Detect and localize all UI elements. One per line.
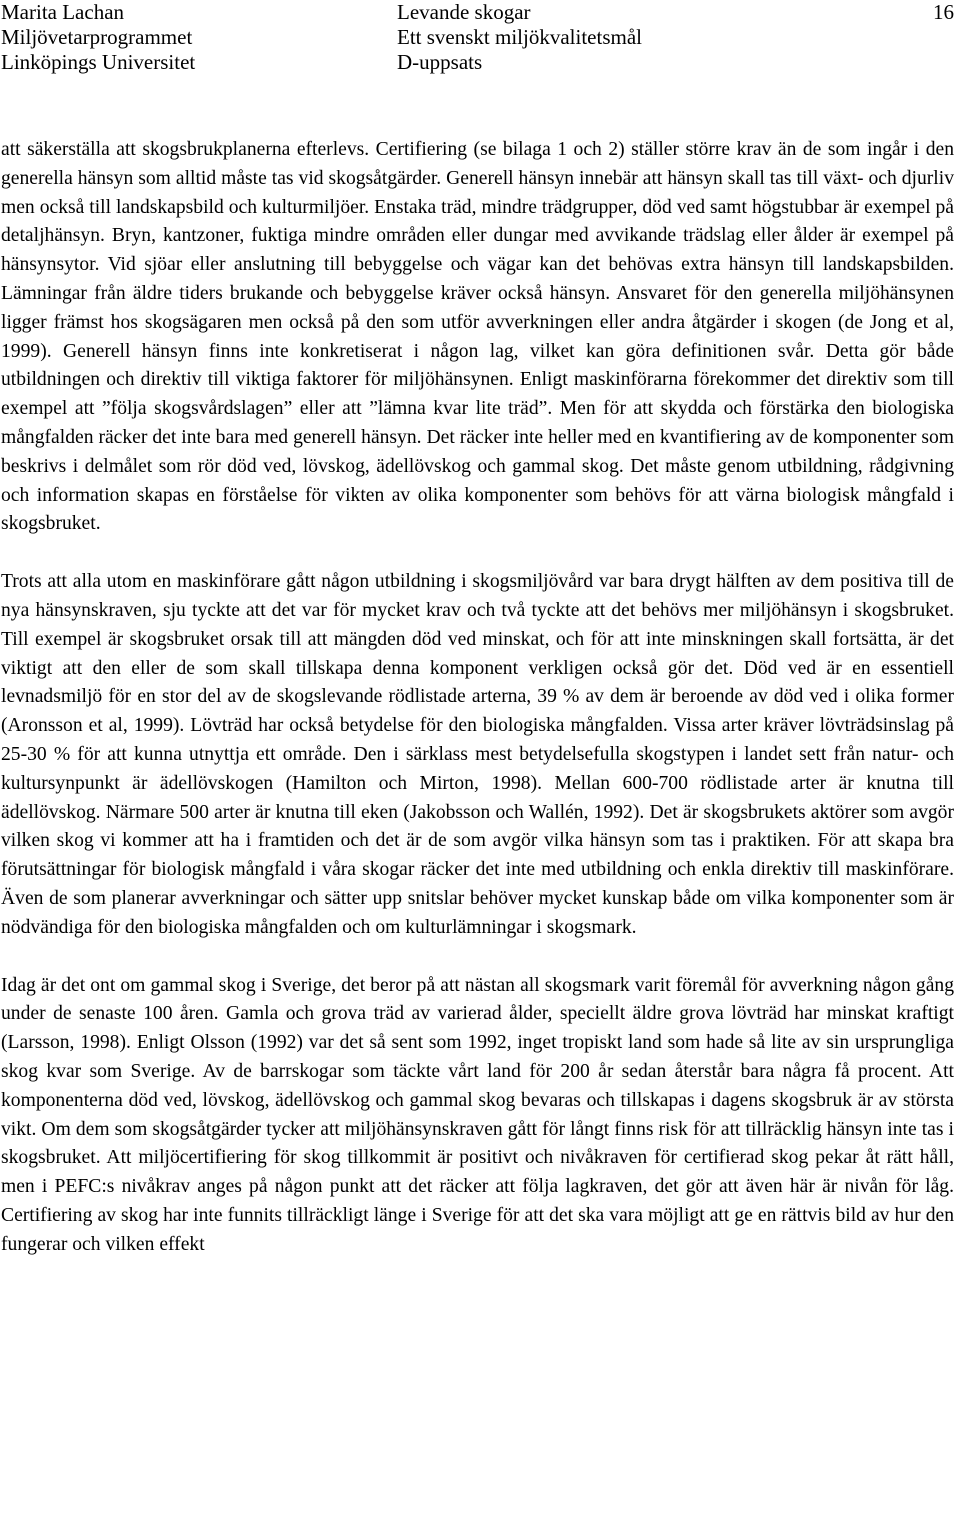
page-header bbox=[0, 0, 960, 84]
header-program: Miljövetarprogrammet bbox=[1, 25, 193, 49]
paragraph: Idag är det ont om gammal skog i Sverige, det beror på att nästan all skogsmark varit föremål för avverkning någon gång under de senaste 100 åren. Gamla och grova träd av varierad ålder, speciellt äldre grova lövträd har minskat kraftigt (Larsson, 1998). Enligt Olsson (1992) var det så sent som 1992, inget tropiskt land som hade så lite av sin ursprungliga skog kvar som Sverige. Av de barrskogar som täckte vårt land för 200 år sedan återstår bara några få procent. Att komponenterna död ved, lövskog, ädellövskog och gammal skog bevaras och tillskapas i dagens skogsbruk är av största vikt. Om dem som skogsåtgärder tycker att miljöhänsynskraven gått för långt finns risk för att tillräcklig hänsyn inte tas i skogsbruket. Att miljöcertifiering för skog tillkommit är positivt och nivåkraven för certifierad skog pekar åt rätt håll, men i PEFC:s nivåkrav anges på någon punkt att det räcker att följa lagkraven, det gör att även här är nivån för låg. Certifiering av skog har inte funnits tillräckligt länge i Sverige för att det ska vara möjligt att ge en rättvis bild av hur den fungerar och vilken effekt bbox=[1, 974, 954, 1255]
header-title-block bbox=[397, 0, 642, 75]
header-page-block bbox=[933, 0, 954, 25]
header-university: Linköpings Universitet bbox=[1, 50, 196, 74]
header-subtitle: Ett svenskt miljökvalitetsmål bbox=[397, 25, 642, 49]
header-document-type: D-uppsats bbox=[397, 50, 483, 74]
header-title: Levande skogar bbox=[397, 0, 531, 24]
header-author-block bbox=[1, 0, 195, 75]
header-author-name: Marita Lachan bbox=[1, 0, 125, 24]
body-text bbox=[1, 136, 954, 1259]
paragraph: att säkerställa att skogsbrukplanerna efterlevs. Certifiering (se bilaga 1 och 2) ställer större krav än de som ingår i den generella hänsyn som alltid måste tas vid skogsåtgärder. Generell hänsyn innebär att hänsyn skall tas till växt- och djurliv men också till landskapsbild och kulturmiljöer. Enstaka träd, mindre trädgrupper, död ved samt högstubbar är exempel på detaljhänsyn. Bryn, kantzoner, fuktiga mindre områden eller dungar med avvikande trädslag eller ålder är exempel på hänsynsytor. Vid sjöar eller anslutning till bebyggelse och vägar kan det behövas extra hänsyn till landskapsbilden. Lämningar från äldre tiders brukande och bebyggelse kräver också hänsyn. Ansvaret för den generella miljöhänsynen ligger främst hos skogsägaren men också på den som utför avverkningen eller andra åtgärder i skogen (de Jong et al, 1999). Generell hänsyn finns inte konkretiserat i någon lag, vilket kan göra definitionen svår. Detta gör både utbildningen och direktiv till viktiga faktorer för miljöhänsynen. Enligt maskinförarna förekommer det direktiv som till exempel att ”följa skogsvårdslagen” eller att ”lämna kvar lite träd”. Men för att skydda och förstärka den biologiska mångfalden räcker det inte bara med generell hänsyn. Det räcker inte heller med en kvantifiering av de komponenter som beskrivs i delmålet som rör död ved, lövskog, ädellövskog och gammal skog. Det måste genom utbildning, rådgivning och information skapas en förståelse för vikten av olika komponenter som behövs för att värna biologisk mångfald i skogsbruket. bbox=[1, 139, 954, 535]
page-number: 16 bbox=[933, 0, 954, 24]
paragraph: Trots att alla utom en maskinförare gått någon utbildning i skogsmiljövård var bara drygt hälften av dem positiva till de nya hänsynskraven, sju tyckte att det var för mycket krav och två tyckte att det behövs mer miljöhänsyn i skogsbruket. Till exempel är skogsbruket orsak till att mängden död ved minskat, och för att inte minskningen skall fortsätta, är det viktigt att den eller de som skall tillskapa denna komponent verkligen också gör det. Död ved är en essentiell levnadsmiljö för en stor del av de skogslevande rödlistade arterna, 39 % av dem är beroende av död ved i olika former (Aronsson et al, 1999). Lövträd har också betydelse för den biologiska mångfalden. Vissa arter kräver lövträdsinslag på 25-30 % för att kunna utnyttja ett område. Den i särklass mest betydelsefulla skogstypen i landet sett från natur- och kultursynpunkt är ädellövskogen (Hamilton och Mirton, 1998). Mellan 600-700 rödlistade arter är knutna till ädellövskog. Närmare 500 arter är knutna till eken (Jakobsson och Wallén, 1992). Det är skogsbrukets aktörer som avgör vilken skog vi kommer att ha i framtiden och det är de som avgör vilka hänsyn som tas i praktiken. För att skapa bra förutsättningar för biologisk mångfald i våra skogar räcker det inte med utbildning och enkla direktiv till maskinförare. Även de som planerar avverkningar och sätter upp snitslar behöver mycket kunskap både om vilka komponenter som är nödvändiga för den biologiska mångfalden och om kulturlämningar i skogsmark. bbox=[1, 571, 954, 938]
